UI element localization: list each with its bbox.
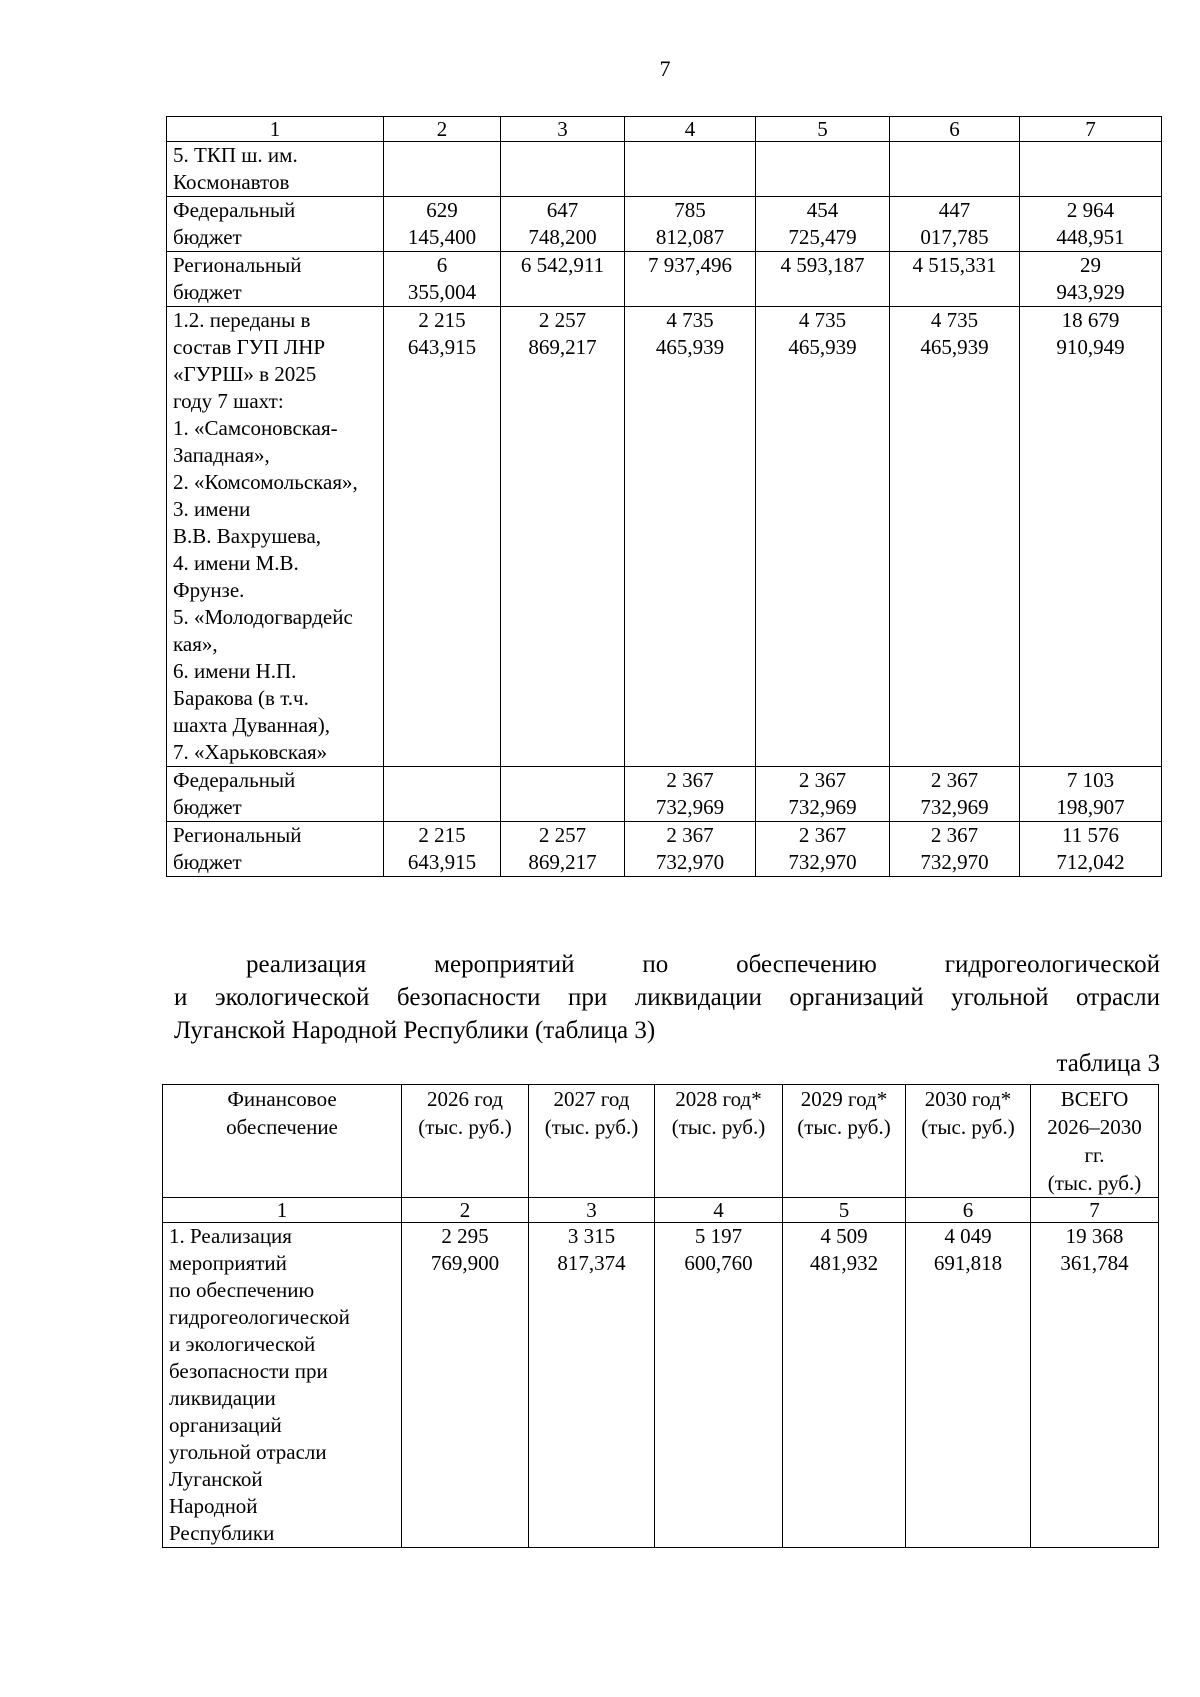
cell-text-line: 6 542,911 — [520, 253, 605, 277]
column-number-cell: 6 — [890, 117, 1020, 142]
header-cell — [655, 1085, 783, 1198]
cell-text-line: 448,951 — [1056, 225, 1125, 249]
cell-text-line: Народной — [169, 1494, 258, 1518]
cell-text-line: 732,970 — [788, 850, 857, 874]
row-label-cell — [163, 1223, 402, 1548]
cell-text-line: 2 257 — [538, 823, 587, 847]
value-cell — [783, 1223, 906, 1548]
table-row — [167, 307, 1162, 767]
cell-text-line: (тыс. руб.) — [418, 1115, 512, 1139]
financing-table-continued — [166, 116, 1162, 877]
cell-text-line: шахта Дуванная), — [173, 713, 330, 737]
cell-text-line: 198,907 — [1056, 795, 1125, 819]
value-cell — [384, 822, 501, 877]
header-cell — [783, 1085, 906, 1198]
value-cell — [1020, 252, 1162, 307]
cell-text-line: 5. «Молодогвардейс — [173, 605, 353, 629]
cell-text-line: Баракова (в т.ч. — [173, 686, 309, 710]
header-cell — [163, 1085, 402, 1198]
column-number-cell: 7 — [1031, 1198, 1159, 1223]
cell-text-line: 2027 год — [553, 1087, 630, 1111]
table2-body — [167, 117, 1162, 877]
cell-text-line: 2029 год* — [800, 1087, 888, 1111]
cell-text-line: 355,004 — [407, 280, 477, 304]
cell-text-line: 2 367 — [930, 823, 979, 847]
cell-text-line: 4 735 — [798, 308, 847, 332]
cell-text-line: 454 — [806, 198, 839, 222]
cell-text-line: и экологической — [169, 1332, 316, 1356]
cell-text-line: 2026 год — [427, 1087, 503, 1111]
column-number-cell: 4 — [655, 1198, 783, 1223]
row-label-cell — [167, 197, 384, 252]
cell-text-line: 2 367 — [930, 768, 979, 792]
financing-table-3 — [162, 1084, 1159, 1548]
cell-text-line: 447 — [938, 198, 971, 222]
value-cell — [1020, 822, 1162, 877]
cell-text-line: 2 367 — [666, 823, 714, 847]
value-cell — [384, 767, 501, 822]
value-cell — [890, 142, 1020, 197]
value-cell — [501, 142, 625, 197]
column-number-cell: 3 — [529, 1198, 655, 1223]
cell-text-line: 3 315 — [567, 1224, 616, 1248]
cell-text-line: Фрунзе. — [173, 578, 245, 602]
cell-text-line: 869,217 — [528, 335, 597, 359]
value-cell — [890, 197, 1020, 252]
table-caption: таблица 3 — [1056, 1050, 1160, 1077]
cell-text-line: 465,939 — [920, 335, 989, 359]
table-row — [167, 252, 1162, 307]
cell-text-line: 2 964 — [1066, 198, 1115, 222]
paragraph-line: реализация мероприятий по обеспечению гидрогеологической — [246, 951, 1160, 978]
cell-text-line: 18 679 — [1061, 308, 1120, 332]
cell-text-line: бюджет — [173, 225, 242, 249]
table-row — [163, 1223, 1159, 1548]
cell-text-line: 7. «Харьковская» — [173, 740, 328, 764]
cell-text-line: 2026–2030 — [1047, 1115, 1142, 1139]
value-cell — [501, 252, 625, 307]
value-cell — [501, 767, 625, 822]
cell-text-line: 5. ТКП ш. им. — [173, 143, 298, 167]
column-number-cell: 2 — [402, 1198, 529, 1223]
page-number: 7 — [659, 56, 671, 81]
table-row — [167, 197, 1162, 252]
row-label-cell — [167, 252, 384, 307]
cell-text-line: 2 257 — [538, 308, 587, 332]
cell-text-line: (тыс. руб.) — [921, 1115, 1015, 1139]
cell-text-line: 643,915 — [407, 850, 477, 874]
value-cell — [756, 197, 890, 252]
cell-text-line: Республики — [169, 1521, 275, 1545]
cell-text-line: 2 215 — [418, 823, 466, 847]
value-cell — [890, 307, 1020, 767]
cell-text-line: 4. имени М.В. — [173, 551, 299, 575]
column-number-cell: 3 — [501, 117, 625, 142]
cell-text-line: состав ГУП ЛНР — [173, 335, 326, 359]
cell-text-line: 4 049 — [944, 1224, 992, 1248]
value-cell — [625, 197, 756, 252]
cell-text-line: 910,949 — [1056, 335, 1125, 359]
cell-text-line: Финансовое — [227, 1087, 337, 1111]
cell-text-line: 2028 год* — [675, 1087, 762, 1111]
cell-text-line: 629 — [426, 198, 458, 222]
cell-text-line: 769,900 — [430, 1251, 500, 1275]
value-cell — [384, 197, 501, 252]
cell-text-line: 1.2. переданы в — [173, 308, 311, 332]
cell-text-line: 691,818 — [933, 1251, 1003, 1275]
column-number-cell: 5 — [756, 117, 890, 142]
cell-text-line: 647 — [546, 198, 579, 222]
section-paragraph — [174, 948, 1160, 1047]
value-cell — [1020, 767, 1162, 822]
value-cell — [906, 1223, 1031, 1548]
column-number-cell: 5 — [783, 1198, 906, 1223]
cell-text-line: В.В. Вахрушева, — [173, 524, 322, 548]
column-number-cell: 4 — [625, 117, 756, 142]
value-cell — [529, 1223, 655, 1548]
cell-text-line: Региональный — [173, 823, 302, 847]
column-number-cell: 6 — [906, 1198, 1031, 1223]
value-cell — [890, 822, 1020, 877]
cell-text-line: 1. «Самсоновская- — [173, 416, 338, 440]
cell-text-line: 19 368 — [1065, 1224, 1124, 1248]
cell-text-line: 465,939 — [788, 335, 857, 359]
value-cell — [756, 142, 890, 197]
value-cell — [756, 252, 890, 307]
header-cell — [906, 1085, 1031, 1198]
value-cell — [501, 197, 625, 252]
cell-text-line: 4 509 — [820, 1224, 868, 1248]
cell-text-line: гг. — [1084, 1143, 1105, 1167]
column-number-row — [163, 1198, 1159, 1223]
value-cell — [756, 307, 890, 767]
value-cell — [384, 252, 501, 307]
value-cell — [655, 1223, 783, 1548]
row-label-cell — [167, 307, 384, 767]
value-cell — [625, 142, 756, 197]
value-cell — [625, 307, 756, 767]
cell-text-line: 2 295 — [441, 1224, 489, 1248]
header-row — [163, 1085, 1159, 1198]
cell-text-line: (тыс. руб.) — [1047, 1171, 1142, 1195]
cell-text-line: 712,042 — [1056, 850, 1125, 874]
cell-text-line: 6 — [436, 253, 448, 277]
cell-text-line: обеспечение — [226, 1115, 338, 1139]
column-number-cell: 1 — [163, 1198, 402, 1223]
cell-text-line: 29 — [1080, 253, 1101, 277]
cell-text-line: «ГУРШ» в 2025 — [173, 362, 317, 386]
cell-text-line: 4 735 — [930, 308, 979, 332]
cell-text-line: Космонавтов — [173, 170, 290, 194]
cell-text-line: кая», — [173, 632, 218, 656]
cell-text-line: угольной отрасли — [169, 1440, 327, 1464]
cell-text-line: 3. имени — [173, 497, 251, 521]
value-cell — [384, 307, 501, 767]
row-label-cell — [167, 767, 384, 822]
value-cell — [625, 252, 756, 307]
cell-text-line: 4 735 — [666, 308, 714, 332]
cell-text-line: 732,969 — [655, 795, 725, 819]
cell-text-line: 732,969 — [920, 795, 989, 819]
cell-text-line: 5 197 — [694, 1224, 743, 1248]
column-number-cell: 1 — [167, 117, 384, 142]
value-cell — [625, 767, 756, 822]
row-label-cell — [167, 822, 384, 877]
cell-text-line: 2 367 — [798, 823, 847, 847]
cell-text-line: бюджет — [173, 850, 242, 874]
cell-text-line: ликвидации — [169, 1386, 276, 1410]
cell-text-line: 725,479 — [788, 225, 857, 249]
cell-text-line: 465,939 — [655, 335, 725, 359]
cell-text-line: 2 367 — [666, 768, 714, 792]
table-row — [167, 822, 1162, 877]
cell-text-line: 4 593,187 — [780, 253, 865, 277]
column-number-row — [167, 117, 1162, 142]
cell-text-line: 361,784 — [1060, 1251, 1129, 1275]
paragraph-line: и экологической безопасности при ликвидации организаций угольной отрасли — [174, 984, 1160, 1011]
cell-text-line: 7 103 — [1066, 768, 1115, 792]
header-cell — [402, 1085, 529, 1198]
cell-text-line: 643,915 — [407, 335, 477, 359]
value-cell — [1020, 307, 1162, 767]
value-cell — [890, 767, 1020, 822]
cell-text-line: 748,200 — [528, 225, 597, 249]
cell-text-line: ВСЕГО — [1060, 1087, 1129, 1111]
column-number-cell: 7 — [1020, 117, 1162, 142]
table-row — [167, 142, 1162, 197]
paragraph-line: Луганской Народной Республики (таблица 3) — [174, 1017, 656, 1044]
cell-text-line: по обеспечению — [169, 1278, 315, 1302]
value-cell — [625, 822, 756, 877]
value-cell — [1031, 1223, 1159, 1548]
value-cell — [756, 767, 890, 822]
header-cell — [1031, 1085, 1159, 1198]
cell-text-line: 732,969 — [788, 795, 857, 819]
row-label-cell — [167, 142, 384, 197]
cell-text-line: бюджет — [173, 280, 242, 304]
cell-text-line: бюджет — [173, 795, 242, 819]
cell-text-line: 943,929 — [1056, 280, 1125, 304]
cell-text-line: (тыс. руб.) — [797, 1115, 891, 1139]
cell-text-line: 2030 год* — [924, 1087, 1012, 1111]
value-cell — [1020, 142, 1162, 197]
value-cell — [1020, 197, 1162, 252]
cell-text-line: мероприятий — [169, 1251, 287, 1275]
cell-text-line: (тыс. руб.) — [544, 1115, 639, 1139]
cell-text-line: Федеральный — [173, 198, 296, 222]
cell-text-line: 6. имени Н.П. — [173, 659, 297, 683]
value-cell — [890, 252, 1020, 307]
cell-text-line: 11 576 — [1062, 823, 1119, 847]
cell-text-line: организаций — [169, 1413, 282, 1437]
cell-text-line: Региональный — [173, 253, 302, 277]
cell-text-line: 817,374 — [557, 1251, 626, 1275]
table-row — [167, 767, 1162, 822]
value-cell — [501, 822, 625, 877]
cell-text-line: 600,760 — [684, 1251, 753, 1275]
cell-text-line: году 7 шахт: — [173, 389, 284, 413]
value-cell — [384, 142, 501, 197]
cell-text-line: Федеральный — [173, 768, 296, 792]
column-number-cell: 2 — [384, 117, 501, 142]
cell-text-line: гидрогеологической — [169, 1305, 350, 1329]
cell-text-line: 145,400 — [407, 225, 477, 249]
cell-text-line: 732,970 — [920, 850, 989, 874]
cell-text-line: 785 — [674, 198, 706, 222]
value-cell — [756, 822, 890, 877]
cell-text-line: 1. Реализация — [169, 1224, 292, 1248]
cell-text-line: безопасности при — [169, 1359, 328, 1383]
header-cell — [529, 1085, 655, 1198]
cell-text-line: 869,217 — [528, 850, 597, 874]
cell-text-line: Луганской — [169, 1467, 263, 1491]
value-cell — [402, 1223, 529, 1548]
cell-text-line: 2 215 — [418, 308, 466, 332]
cell-text-line: (тыс. руб.) — [671, 1115, 766, 1139]
cell-text-line: 2. «Комсомольская», — [173, 470, 358, 494]
cell-text-line: Западная», — [173, 443, 270, 467]
cell-text-line: 481,932 — [809, 1251, 879, 1275]
cell-text-line: 7 937,496 — [648, 253, 732, 277]
cell-text-line: 812,087 — [655, 225, 725, 249]
value-cell — [501, 307, 625, 767]
cell-text-line: 2 367 — [798, 768, 847, 792]
cell-text-line: 017,785 — [920, 225, 989, 249]
cell-text-line: 4 515,331 — [912, 253, 997, 277]
table3-body — [163, 1085, 1159, 1548]
cell-text-line: 732,970 — [655, 850, 725, 874]
